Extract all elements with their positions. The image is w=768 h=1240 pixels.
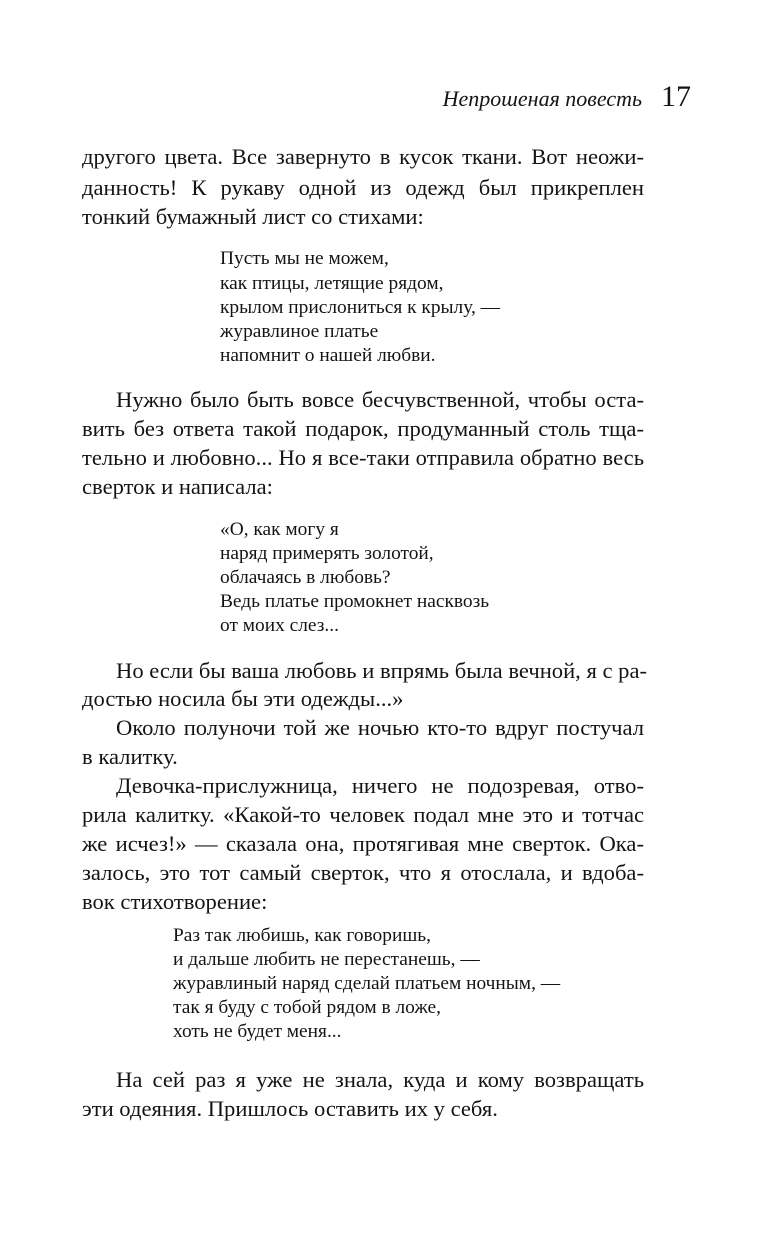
poem-3-line: Раз так любишь, как говоришь, — [173, 925, 431, 946]
poem-3-line: хоть не будет меня... — [173, 1021, 342, 1042]
paragraph-2-line: вить без ответа такой подарок, продуманный столь тща- — [82, 416, 644, 441]
poem-1-line: напомнит о нашей любви. — [220, 345, 436, 366]
paragraph-5-line: рила калитку. «Какой-то человек подал мне это и тотчас — [82, 802, 644, 827]
paragraph-1-line: данность! К рукаву одной из одежд был прикреплен — [82, 175, 644, 200]
paragraph-4-line: Около полуночи той же ночью кто-то вдруг постучал — [116, 715, 644, 740]
poem-3-line: и дальше любить не перестанешь, — — [173, 949, 480, 970]
paragraph-1-line: другого цвета. Все завернуто в кусок ткани. Вот неожи- — [82, 144, 644, 169]
poem-1-line: крылом прислониться к крылу, — — [220, 297, 501, 318]
running-head: Непрошеная повесть — [442, 86, 642, 111]
poem-3-line: журавлиный наряд сделай платьем ночным, — — [173, 973, 561, 994]
poem-2-line: «О, как могу я — [220, 519, 339, 540]
poem-1-line: как птицы, летящие рядом, — [220, 273, 444, 294]
poem-2-line: наряд примерять золотой, — [220, 543, 434, 564]
paragraph-5-line: залось, это тот самый сверток, что я отослала, и вдоба- — [82, 860, 644, 885]
paragraph-5-line: Девочка-прислужница, ничего не подозревая, отво- — [116, 773, 644, 798]
paragraph-3-line: достью носила бы эти одежды...» — [82, 686, 404, 711]
poem-1-line: журавлиное платье — [220, 321, 379, 342]
paragraph-5-line: вок стихотворение: — [82, 889, 268, 914]
poem-3-line: так я буду с тобой рядом в ложе, — [173, 997, 441, 1018]
paragraph-1-line: тонкий бумажный лист со стихами: — [82, 204, 424, 229]
paragraph-2-line: сверток и написала: — [82, 474, 273, 499]
paragraph-4-line: в калитку. — [82, 744, 178, 769]
paragraph-6-line: эти одеяния. Пришлось оставить их у себя. — [82, 1096, 498, 1121]
paragraph-6-line: На сей раз я уже не знала, куда и кому возвращать — [116, 1067, 644, 1092]
paragraph-2-line: Нужно было быть вовсе бесчувственной, чтобы оста- — [116, 387, 644, 412]
paragraph-2-line: тельно и любовно... Но я все-таки отправила обратно весь — [82, 445, 644, 470]
paragraph-3-line: Но если бы ваша любовь и впрямь была вечной, я с ра- — [116, 658, 648, 683]
paragraph-5-line: же исчез!» — сказала она, протягивая мне сверток. Ока- — [82, 831, 644, 856]
poem-1-line: Пусть мы не можем, — [220, 248, 389, 269]
poem-2-line: Ведь платье промокнет насквозь — [220, 591, 490, 612]
poem-2-line: облачаясь в любовь? — [220, 567, 391, 588]
poem-2-line: от моих слез... — [220, 615, 339, 636]
page-number: 17 — [661, 80, 691, 113]
